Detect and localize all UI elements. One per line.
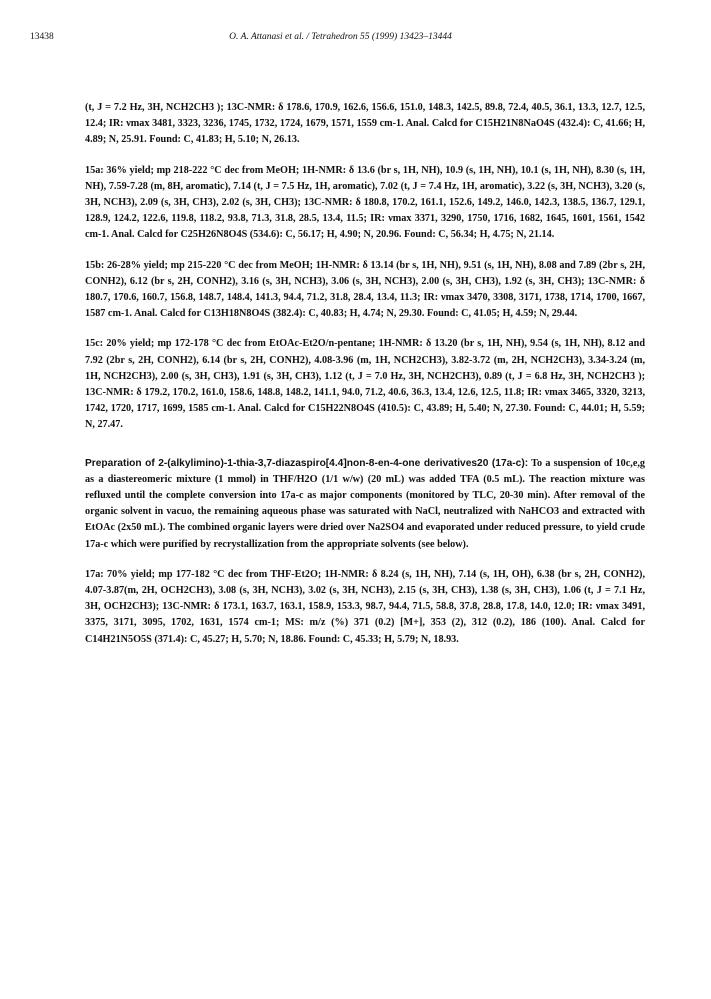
paragraph-text: 70% yield; mp 177-182 °C dec from THF-Et2O; 1H-NMR: δ 8.24 (s, 1H, NH), 7.14 (s, 1H, OH), 6.38 (br s, 2H, CONH2), 4.07-3.87(m, 2H, OCH2CH3), 3.08 (s, 3H, NCH3), 3.02 (s, 3H, NCH3), 2.15 (s, 3H, CH3), 1.38 (s, 3H, CH3), 1.06 (t, J = 7.1 Hz, 3H, OCH2CH3); 13C-NMR: δ 173.1, 163.7, 163.1, 158.9, 153.3, 98.7, 94.4, 71.5, 58.8, 37.8, 28.8, 17.8, 14.0, 12.0; IR: νmax 3491, 3375, 3171, 3095, 1702, 1631, 1574 cm-1; MS: m/z (%) 371 (0.2) [M+], 353 (2), 312 (0.2), 186 (100). Anal. Calcd for C14H21N5O5S (371.4): C, 45.27; H, 5.70; N, 18.86. Found: C, 45.33; H, 5.79; N, 18.93.: [85, 568, 645, 645]
paragraph-text: To a suspension of 10c,e,g as a diastereomeric mixture (1 mmol) in THF/H2O (1/1 w/w) (20 mL) was added TFA (0.5 mL). The reaction mixture was refluxed until the complete conversion into 17a-c as major components (monitored by TLC, 20-30 min). After removal of the organic solvent in vacuo, the remaining aqueous phase was saturated with NaCl, neutralized with NaHCO3 and extracted with EtOAc (2x50 mL). The combined organic layers were dried over Na2SO4 and evaporated under reduced pressure, to yield crude 17a-c which were purified by recrystallization from the appropriate solvents (see below).: [85, 457, 645, 550]
paragraph-text: (t, J = 7.2 Hz, 3H, NCH2CH3 ); 13C-NMR: δ 178.6, 170.9, 162.6, 156.6, 151.0, 148.3, 142.5, 89.8, 72.4, 40.5, 36.1, 13.3, 12.7, 12.5, 12.4; IR: νmax 3481, 3323, 3236, 1745, 1732, 1724, 1679, 1571, 1559 cm-1. Anal. Calcd for C15H21N8NaO4S (432.4): C, 41.66; H, 4.89; N, 25.91. Found: C, 41.83; H, 5.10; N, 26.13.: [85, 102, 645, 146]
compound-label: 15c:: [85, 338, 104, 350]
compound-label: 15a:: [85, 164, 104, 176]
page-header: [30, 32, 651, 46]
running-head: O. A. Attanasi et al. / Tetrahedron 55 (1999) 13423–13444: [229, 32, 452, 42]
paragraph-text: 20% yield; mp 172-178 °C dec from EtOAc-Et2O/n-pentane; 1H-NMR: δ 13.20 (br s, 1H, NH), 9.54 (s, 1H, NH), 8.12 and 7.92 (2br s, 2H, CONH2), 6.14 (br s, 2H, CONH2), 4.08-3.96 (m, 1H, NCH2CH3), 3.82-3.72 (m, 2H, NCH2CH3), 3.34-3.24 (m, 1H, NCH2CH3), 2.00 (s, 3H, CH3), 1.91 (s, 3H, CH3), 1.12 (t, J = 7.0 Hz, 3H, NCH2CH3), 0.89 (t, J = 6.8 Hz, 3H, NCH2CH3 ); 13C-NMR: δ 179.2, 170.2, 161.0, 158.6, 148.8, 148.2, 141.1, 94.0, 71.2, 40.6, 36.3, 13.4, 12.6, 12.5, 11.8; IR: νmax 3465, 3320, 3213, 1742, 1720, 1717, 1699, 1585 cm-1. Anal. Calcd for C15H22N8O4S (410.5): C, 43.89; H, 5.40; N, 27.30. Found: C, 44.01; H, 5.59; N, 27.47.: [85, 338, 645, 431]
paragraph-compound-15b: [85, 258, 645, 323]
compound-label: 17a:: [85, 568, 104, 580]
page-number: 13438: [30, 32, 54, 42]
paragraph-text: 26-28% yield; mp 215-220 °C dec from MeOH; 1H-NMR: δ 13.14 (br s, 1H, NH), 9.51 (s, 1H, NH), 8.08 and 7.89 (2br s, 2H, CONH2), 6.12 (br s, 2H, CONH2), 3.16 (s, 3H, NCH3), 3.06 (s, 3H, NCH3), 2.00 (s, 3H, CH3), 1.92 (s, 3H, CH3); 13C-NMR: δ 180.7, 170.6, 160.7, 156.8, 148.7, 148.4, 141.3, 94.4, 71.2, 31.8, 28.4, 13.4, 11.3; IR: νmax 3470, 3308, 3171, 1738, 1714, 1700, 1667, 1587 cm-1. Anal. Calcd for C13H18N8O4S (382.4): C, 40.83; H, 4.74; N, 29.30. Found: C, 41.05; H, 4.59; N, 29.44.: [85, 259, 645, 320]
section-heading: Preparation of 2-(alkylimino)-1-thia-3,7-diazaspiro[4.4]non-8-en-4-one derivatives20 (17a-c):: [85, 457, 529, 469]
paragraph-preparation: [85, 456, 645, 553]
paragraph-text: 36% yield; mp 218-222 °C dec from MeOH; 1H-NMR: δ 13.6 (br s, 1H, NH), 10.9 (s, 1H, NH), 10.1 (s, 1H, NH), 8.30 (s, 1H, NH), 7.59-7.28 (m, 8H, aromatic), 7.14 (t, J = 7.5 Hz, 1H, aromatic), 7.02 (t, J = 7.4 Hz, 1H, aromatic), 3.22 (s, 3H, NCH3), 3.20 (s, 3H, NCH3), 2.09 (s, 3H, CH3), 2.02 (s, 3H, CH3); 13C-NMR: δ 180.8, 170.2, 161.1, 152.6, 149.2, 146.0, 142.3, 138.5, 136.7, 129.1, 128.9, 124.2, 122.6, 119.8, 118.2, 93.8, 71.3, 31.8, 28.5, 13.4, 11.5; IR: νmax 3371, 3290, 1750, 1716, 1682, 1645, 1601, 1561, 1542 cm-1. Anal. Calcd for C25H26N8O4S (534.6): C, 56.17; H, 4.90; N, 20.96. Found: C, 56.34; H, 4.75; N, 21.14.: [85, 164, 645, 241]
compound-label: 15b:: [85, 259, 105, 271]
article-body: [85, 100, 645, 662]
paragraph-compound-15a: [85, 163, 645, 244]
paragraph-compound-17a: [85, 567, 645, 648]
paragraph-continuation: [85, 100, 645, 149]
paragraph-compound-15c: [85, 336, 645, 433]
